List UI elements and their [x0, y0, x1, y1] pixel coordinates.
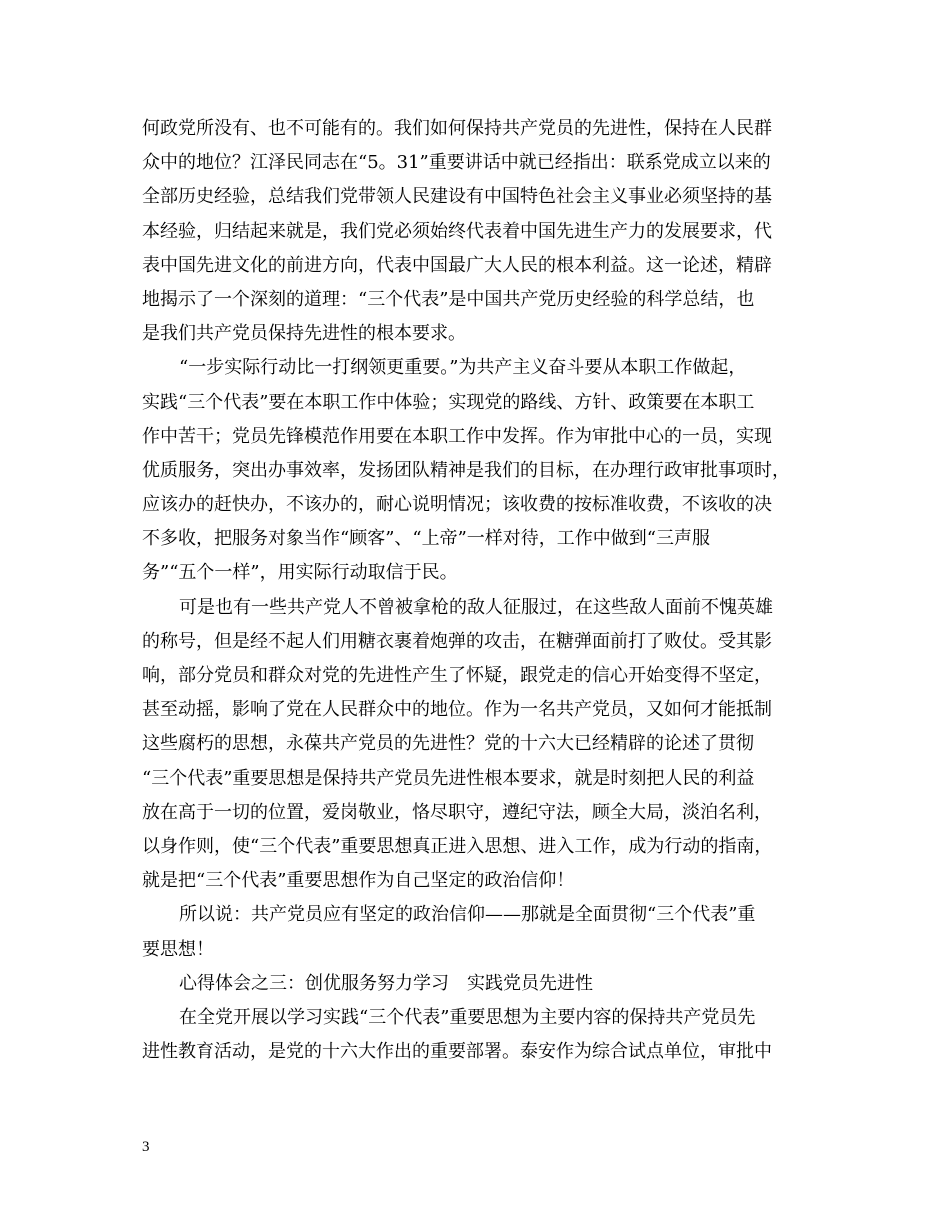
text-line: 地揭示了一个深刻的道理：“三个代表”是中国共产党历史经验的科学总结，也 [142, 288, 755, 310]
text-line: 要思想！ [142, 938, 214, 960]
text-line: 众中的地位？江泽民同志在“5。31”重要讲话中就已经指出：联系党成立以来的 [142, 152, 771, 174]
text-line: 甚至动摇，影响了党在人民群众中的地位。作为一名共产党员，又如何才能抵制 [142, 699, 772, 721]
section-heading: 心得体会之三：创优服务努力学习 实践党员先进性 [179, 972, 593, 994]
text-line: 在全党开展以学习实践“三个代表”重要思想为主要内容的保持共产党员先 [179, 1006, 756, 1028]
text-line: 以身作则，使“三个代表”重要思想真正进入思想、进入工作，成为行动的指南， [142, 835, 773, 857]
text-line: 不多收，把服务对象当作“顾客”、“上帝”一样对待，工作中做到“三声服 [142, 528, 711, 550]
text-line: 响，部分党员和群众对党的先进性产生了怀疑，跟党走的信心开始变得不坚定， [142, 665, 772, 686]
text-line: “三个代表”重要思想是保持共产党员先进性根本要求，就是时刻把人民的利益 [142, 767, 755, 789]
text-line: 的称号，但是经不起人们用糖衣裹着炮弹的攻击，在糖弹面前打了败仗。受其影 [142, 630, 772, 652]
text-line: 实践“三个代表”要在本职工作中体验；实现党的路线、方针、政策要在本职工 [142, 391, 755, 413]
text-line: 务”“五个一样”，用实际行动取信于民。 [142, 562, 458, 584]
text-line: 优质服务，突出办事效率，发扬团队精神是我们的目标，在办理行政审批事项时， [142, 459, 790, 481]
text-line: 是我们共产党员保持先进性的根本要求。 [142, 323, 466, 345]
text-line: 放在高于一切的位置，爱岗敬业，恪尽职守，遵纪守法，顾全大局，淡泊名利， [142, 801, 772, 823]
text-line: 可是也有一些共产党人不曾被拿枪的敌人征服过，在这些敌人面前不愧英雄 [179, 596, 773, 618]
text-line: 这些腐朽的思想，永葆共产党员的先进性？党的十六大已经精辟的论述了贯彻 [142, 733, 754, 755]
page-number: 3 [142, 1139, 150, 1155]
text-line: 何政党所没有、也不可能有的。我们如何保持共产党员的先进性，保持在人民群 [142, 118, 772, 139]
text-line: 进性教育活动，是党的十六大作出的重要部署。泰安作为综合试点单位，审批中 [142, 1041, 772, 1063]
text-line: 应该办的赶快办，不该办的，耐心说明情况；该收费的按标准收费，不该收的决 [142, 494, 772, 516]
text-line: 所以说：共产党员应有坚定的政治信仰——那就是全面贯彻“三个代表”重 [179, 904, 756, 926]
text-line: 表中国先进文化的前进方向，代表中国最广大人民的根本利益。这一论述，精辟 [142, 254, 772, 276]
text-line: 全部历史经验，总结我们党带领人民建设有中国特色社会主义事业必须坚持的基 [142, 186, 772, 208]
text-line: 作中苦干；党员先锋模范作用要在本职工作中发挥。作为审批中心的一员，实现 [142, 425, 772, 447]
text-line: “一步实际行动比一打纲领更重要。”为共产主义奋斗要从本职工作做起， [179, 357, 747, 379]
document-body [142, 112, 812, 1069]
text-line: 本经验，归结起来就是，我们党必须始终代表着中国先进生产力的发展要求，代 [142, 220, 772, 242]
text-line: 就是把“三个代表”重要思想作为自己坚定的政治信仰！ [142, 870, 575, 892]
